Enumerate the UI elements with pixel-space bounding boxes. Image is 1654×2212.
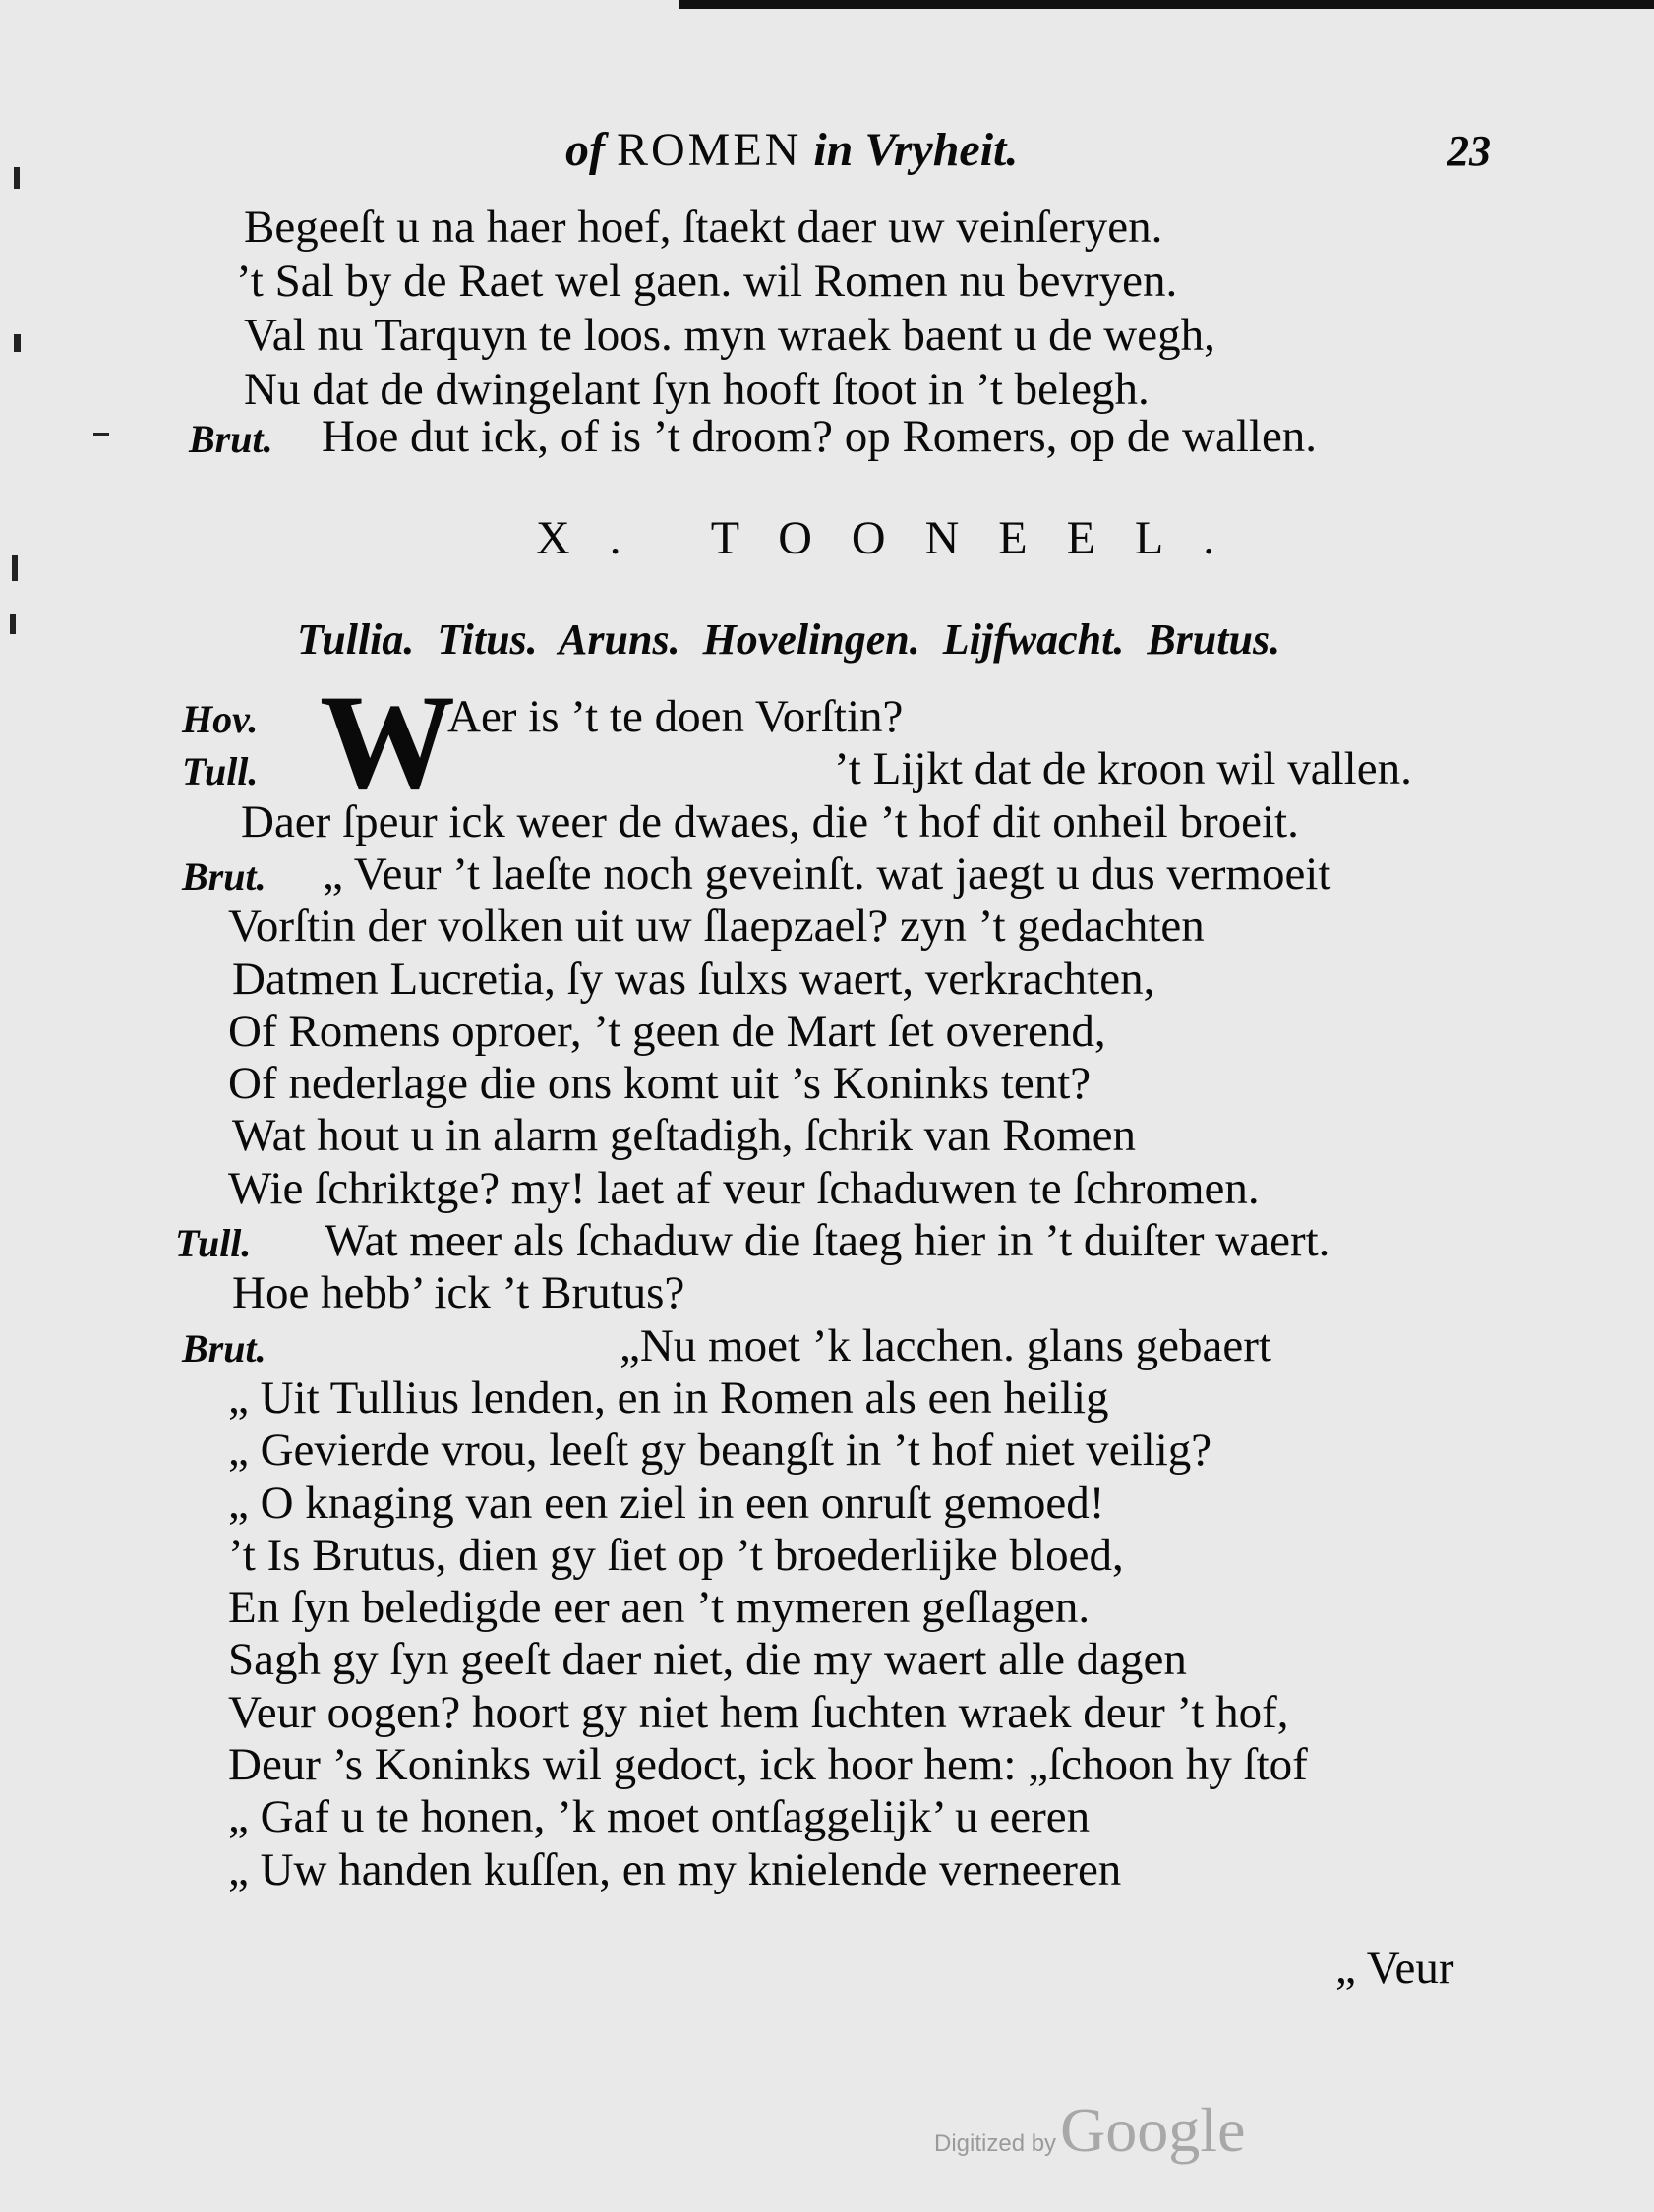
verse-line: En ſyn beledigde eer aen ’t mymeren geſlagen.: [228, 1582, 1091, 1633]
digitized-footer: [934, 2094, 1245, 2167]
running-head-prefix: of: [565, 124, 605, 176]
verse-line: Val nu Tarquyn te loos. myn wraek baent u de wegh,: [244, 310, 1215, 361]
google-logo: Google: [1060, 2095, 1246, 2165]
running-head-middle: in: [813, 124, 854, 176]
verse-line: Daer ſpeur ick weer de dwaes, die ’t hof dit onheil broeit.: [241, 796, 1299, 847]
verse-line: Of Romens oproer, ’t geen de Mart ſet overend,: [228, 1006, 1106, 1057]
verse-line: Hoe hebb’ ick ’t Brutus?: [232, 1267, 685, 1318]
speaker-label: Tull.: [182, 749, 259, 793]
verse-line: „ O knaging van een ziel in een onruſt gemoed!: [228, 1478, 1105, 1529]
running-head-title: ROMEN: [616, 124, 802, 176]
speaker-label: Brut.: [182, 1326, 266, 1370]
verse-line: „ Uit Tullius lenden, en in Romen als een heilig: [228, 1372, 1109, 1424]
verse-line: Veur oogen? hoort gy niet hem ſuchten wraek deur ’t hof,: [228, 1687, 1289, 1738]
verse-line: „ Gevierde vrou, leeſt gy beangſt in ’t hof niet veilig?: [228, 1425, 1212, 1476]
margin-mark: [12, 555, 18, 581]
verse-line: Deur ’s Koninks wil gedoct, ick hoor hem: „ſchoon hy ſtof: [228, 1739, 1308, 1790]
verse-line: „Nu moet ’k lacchen. glans gebaert: [620, 1320, 1271, 1371]
verse-line: Vorſtin der volken uit uw ſlaepzael? zyn ’t gedachten: [228, 901, 1205, 952]
verse-line: „ Uw handen kuſſen, en my knielende verneeren: [228, 1844, 1122, 1895]
margin-mark: [93, 433, 109, 436]
verse-line: Sagh gy ſyn geeſt daer niet, die my waert alle dagen: [228, 1634, 1187, 1685]
page-number: 23: [1447, 127, 1491, 175]
verse-line: „ Veur ’t laeſte noch geveinſt. wat jaegt u dus vermoeit: [323, 848, 1331, 900]
drop-cap: W: [320, 667, 455, 817]
speaker-label: Brut.: [182, 854, 266, 899]
digitized-label: Digitized by: [934, 2130, 1057, 2157]
scene-heading: X. TOONEEL.: [536, 512, 1255, 564]
margin-mark: [14, 334, 21, 352]
verse-line: Hoe dut ick, of is ’t droom? op Romers, op de wallen.: [322, 411, 1318, 462]
verse-line: „ Gaf u te honen, ’k moet ontſaggelijk’ u eeren: [228, 1791, 1091, 1842]
verse-line: Of nederlage die ons komt uit ’s Koninks tent?: [228, 1058, 1092, 1109]
verse-line: Datmen Lucretia, ſy was ſulxs waert, verkrachten,: [232, 954, 1155, 1005]
verse-line: Begeeſt u na haer hoef, ſtaekt daer uw veinſeryen.: [244, 202, 1163, 253]
running-head: [565, 123, 1018, 177]
verse-line: ’t Sal by de Raet wel gaen. wil Romen nu bevryen.: [236, 256, 1178, 307]
catchword: „ Veur: [1335, 1943, 1454, 1994]
speaker-label: Brut.: [189, 417, 273, 461]
margin-mark: [10, 614, 16, 634]
speaker-label: Tull.: [175, 1221, 252, 1265]
verse-line: Wie ſchriktge? my! laet af veur ſchaduwen te ſchromen.: [228, 1163, 1260, 1214]
verse-line: ’t Lijkt dat de kroon wil vallen.: [834, 743, 1412, 794]
verse-line: Wat meer als ſchaduw die ſtaeg hier in ’t duiſter waert.: [325, 1215, 1330, 1266]
speaker-label: Hov.: [182, 697, 259, 741]
running-head-suffix: Vryheit.: [864, 124, 1019, 176]
verse-line: Wat hout u in alarm geſtadigh, ſchrik van Romen: [232, 1110, 1137, 1161]
verse-line: Aer is ’t te doen Vorſtin?: [447, 691, 904, 742]
page-edge-line: [679, 0, 1654, 9]
verse-line: Nu dat de dwingelant ſyn hooft ſtoot in ’t belegh.: [244, 364, 1150, 415]
cast-list: Tullia. Titus. Aruns. Hovelingen. Lijfwacht. Brutus.: [297, 615, 1281, 664]
margin-mark: [14, 167, 20, 189]
verse-line: ’t Is Brutus, dien gy ſiet op ’t broederlijke bloed,: [228, 1530, 1124, 1581]
